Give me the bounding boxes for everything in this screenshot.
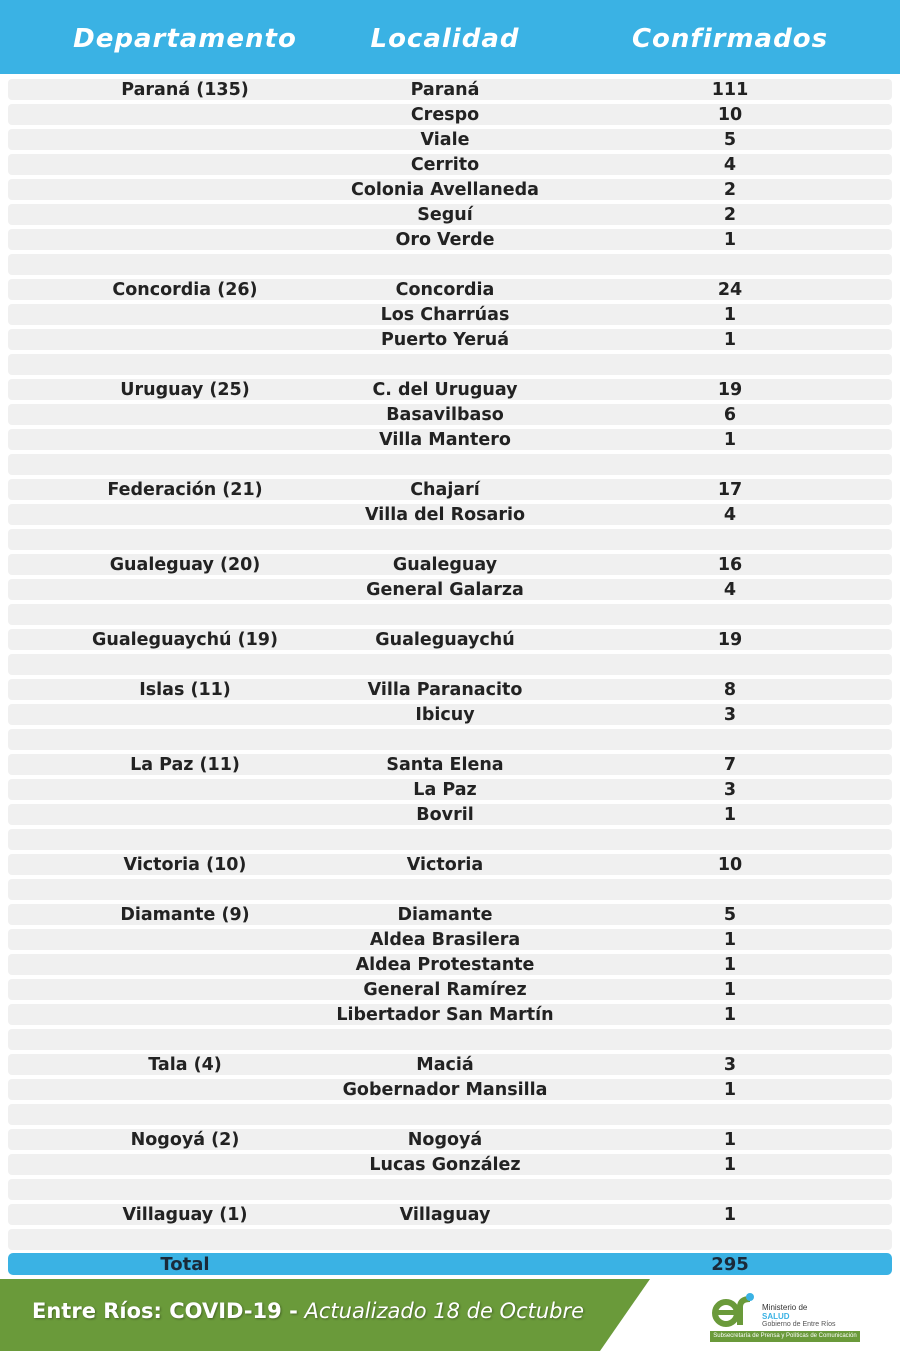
localidad-cell: [305, 1179, 585, 1200]
confirmados-cell: 24: [717, 280, 743, 300]
departamento-cell: [40, 579, 330, 600]
departamento-cell: [40, 729, 330, 750]
localidad-cell: Chajarí: [410, 480, 480, 500]
table-row: [8, 1154, 892, 1175]
localidad-cell: Maciá: [416, 1055, 474, 1075]
confirmados-cell: [600, 454, 860, 475]
table-row: [8, 604, 892, 625]
logo-line-1: Ministerio de: [762, 1303, 808, 1312]
confirmados-cell: 6: [723, 405, 737, 425]
departamento-cell: Federación (21): [107, 480, 263, 500]
localidad-cell: Puerto Yeruá: [380, 330, 510, 350]
table-row: [8, 1029, 892, 1050]
departamento-cell: La Paz (11): [130, 755, 240, 775]
table-row: [8, 154, 892, 175]
total-label: Total: [160, 1254, 210, 1275]
table-row: [8, 1229, 892, 1250]
localidad-cell: Los Charrúas: [380, 305, 510, 325]
er-logo-icon: [710, 1289, 758, 1329]
departamento-cell: [40, 1029, 330, 1050]
localidad-cell: [305, 454, 585, 475]
departamento-cell: [40, 1154, 330, 1175]
localidad-cell: Seguí: [417, 205, 473, 225]
departamento-cell: Nogoyá (2): [130, 1130, 240, 1150]
localidad-cell: Gobernador Mansilla: [342, 1080, 548, 1100]
departamento-cell: [40, 829, 330, 850]
table-row: [8, 629, 892, 650]
table-row: [8, 729, 892, 750]
table-row: [8, 1179, 892, 1200]
localidad-cell: [305, 1029, 585, 1050]
localidad-cell: Santa Elena: [386, 755, 504, 775]
localidad-cell: Bovril: [416, 805, 474, 825]
table-row: [8, 1054, 892, 1075]
confirmados-cell: 3: [723, 780, 737, 800]
header-localidad: Localidad: [370, 24, 520, 54]
confirmados-cell: 1: [723, 955, 737, 975]
table-row: [8, 854, 892, 875]
localidad-cell: Cerrito: [410, 155, 480, 175]
table-row: [8, 954, 892, 975]
departamento-cell: [40, 929, 330, 950]
departamento-cell: [40, 979, 330, 1000]
table-row: [8, 454, 892, 475]
confirmados-cell: 19: [717, 630, 743, 650]
confirmados-cell: 111: [711, 80, 749, 100]
table-row: [8, 554, 892, 575]
localidad-cell: Ibicuy: [415, 705, 475, 725]
confirmados-cell: 5: [723, 905, 737, 925]
departamento-cell: [40, 129, 330, 150]
table-row: [8, 804, 892, 825]
confirmados-cell: 4: [723, 505, 737, 525]
departamento-cell: [40, 704, 330, 725]
departamento-cell: [40, 179, 330, 200]
departamento-cell: Victoria (10): [123, 855, 247, 875]
confirmados-cell: 2: [723, 180, 737, 200]
localidad-cell: Villa del Rosario: [365, 505, 525, 525]
table-row: [8, 479, 892, 500]
localidad-cell: Viale: [420, 130, 470, 150]
localidad-cell: [305, 604, 585, 625]
localidad-cell: [305, 829, 585, 850]
footer-title: Entre Ríos: COVID-19 -: [32, 1299, 298, 1323]
table-row: [8, 1079, 892, 1100]
localidad-cell: Oro Verde: [395, 230, 495, 250]
confirmados-cell: 2: [723, 205, 737, 225]
table-row: [8, 654, 892, 675]
localidad-cell: Villaguay: [399, 1205, 491, 1225]
departamento-cell: [40, 254, 330, 275]
table-row: [8, 529, 892, 550]
departamento-cell: [40, 104, 330, 125]
localidad-cell: Paraná: [410, 80, 480, 100]
departamento-cell: [40, 1229, 330, 1250]
departamento-cell: [40, 804, 330, 825]
departamento-cell: [40, 404, 330, 425]
departamento-cell: Islas (11): [139, 680, 231, 700]
confirmados-cell: 1: [723, 1205, 737, 1225]
departamento-cell: [40, 1079, 330, 1100]
table-row: [8, 1004, 892, 1025]
confirmados-cell: 16: [717, 555, 743, 575]
logo-line-3: Gobierno de Entre Ríos: [762, 1321, 836, 1328]
confirmados-cell: 1: [723, 1080, 737, 1100]
confirmados-cell: [600, 1229, 860, 1250]
localidad-cell: La Paz: [413, 780, 477, 800]
localidad-cell: [305, 354, 585, 375]
departamento-cell: Villaguay (1): [122, 1205, 248, 1225]
confirmados-cell: 10: [717, 105, 743, 125]
departamento-cell: [40, 304, 330, 325]
confirmados-cell: [600, 654, 860, 675]
table-row: [8, 329, 892, 350]
total-row: [8, 1253, 892, 1275]
table-row: [8, 579, 892, 600]
confirmados-cell: [600, 1179, 860, 1200]
confirmados-cell: [600, 529, 860, 550]
confirmados-cell: 10: [717, 855, 743, 875]
localidad-cell: [305, 1229, 585, 1250]
departamento-cell: [40, 954, 330, 975]
departamento-cell: [40, 354, 330, 375]
confirmados-cell: [600, 354, 860, 375]
localidad-cell: C. del Uruguay: [372, 380, 518, 400]
confirmados-cell: 1: [723, 1005, 737, 1025]
table-row: [8, 829, 892, 850]
table-row: [8, 779, 892, 800]
confirmados-cell: 4: [723, 580, 737, 600]
departamento-cell: Diamante (9): [120, 905, 250, 925]
departamento-cell: Gualeguay (20): [109, 555, 261, 575]
logo-subline: Subsecretaría de Prensa y Políticas de Comunicación: [710, 1331, 860, 1342]
table-row: [8, 179, 892, 200]
confirmados-cell: 3: [723, 1055, 737, 1075]
departamento-cell: [40, 654, 330, 675]
confirmados-cell: 4: [723, 155, 737, 175]
table-row: [8, 79, 892, 100]
localidad-cell: [305, 879, 585, 900]
confirmados-cell: 1: [723, 330, 737, 350]
departamento-cell: [40, 429, 330, 450]
table-row: [8, 204, 892, 225]
localidad-cell: General Ramírez: [363, 980, 527, 1000]
departamento-cell: [40, 504, 330, 525]
departamento-cell: [40, 454, 330, 475]
table-row: [8, 129, 892, 150]
departamento-cell: Paraná (135): [121, 80, 249, 100]
table-row: [8, 704, 892, 725]
localidad-cell: Concordia: [395, 280, 495, 300]
table-row: [8, 1204, 892, 1225]
confirmados-cell: 8: [723, 680, 737, 700]
table-row: [8, 104, 892, 125]
table-row: [8, 279, 892, 300]
confirmados-cell: 1: [723, 805, 737, 825]
ministry-logo: [706, 1285, 866, 1347]
table-row: [8, 754, 892, 775]
departamento-cell: [40, 229, 330, 250]
localidad-cell: [305, 529, 585, 550]
departamento-cell: [40, 1004, 330, 1025]
departamento-cell: [40, 529, 330, 550]
confirmados-cell: [600, 1029, 860, 1050]
confirmados-cell: 1: [723, 1130, 737, 1150]
localidad-cell: Gualeguaychú: [375, 630, 515, 650]
table-row: [8, 404, 892, 425]
departamento-cell: [40, 779, 330, 800]
localidad-cell: [305, 729, 585, 750]
table-row: [8, 679, 892, 700]
confirmados-cell: 7: [723, 755, 737, 775]
table-body: [8, 79, 892, 1254]
localidad-cell: [305, 254, 585, 275]
confirmados-cell: 1: [723, 1155, 737, 1175]
confirmados-cell: [600, 879, 860, 900]
table-row: [8, 979, 892, 1000]
departamento-cell: [40, 329, 330, 350]
localidad-cell: Nogoyá: [407, 1130, 483, 1150]
table-row: [8, 254, 892, 275]
localidad-cell: Gualeguay: [392, 555, 498, 575]
table-row: [8, 354, 892, 375]
localidad-cell: [305, 1104, 585, 1125]
departamento-cell: Gualeguaychú (19): [92, 630, 278, 650]
header-confirmados: Confirmados: [631, 24, 829, 54]
localidad-cell: Villa Mantero: [379, 430, 511, 450]
localidad-cell: Diamante: [397, 905, 493, 925]
confirmados-cell: 1: [723, 980, 737, 1000]
confirmados-cell: 1: [723, 930, 737, 950]
table-row: [8, 304, 892, 325]
header-departamento: Departamento: [73, 24, 297, 54]
table-row: [8, 379, 892, 400]
localidad-cell: [305, 654, 585, 675]
departamento-cell: [40, 204, 330, 225]
departamento-cell: [40, 154, 330, 175]
confirmados-cell: 1: [723, 230, 737, 250]
footer: [0, 1279, 900, 1351]
confirmados-cell: 3: [723, 705, 737, 725]
departamento-cell: [40, 1104, 330, 1125]
footer-caption: [32, 1299, 584, 1323]
table-row: [8, 904, 892, 925]
departamento-cell: [40, 604, 330, 625]
confirmados-cell: [600, 829, 860, 850]
confirmados-cell: 1: [723, 305, 737, 325]
confirmados-cell: [600, 604, 860, 625]
confirmados-cell: 17: [717, 480, 743, 500]
confirmados-cell: 1: [723, 430, 737, 450]
confirmados-cell: [600, 1104, 860, 1125]
localidad-cell: Villa Paranacito: [367, 680, 523, 700]
localidad-cell: Aldea Protestante: [355, 955, 535, 975]
confirmados-cell: 19: [717, 380, 743, 400]
localidad-cell: General Galarza: [366, 580, 524, 600]
table-row: [8, 1104, 892, 1125]
table-row: [8, 929, 892, 950]
total-value: 295: [711, 1254, 749, 1275]
confirmados-cell: [600, 729, 860, 750]
localidad-cell: Basavilbaso: [386, 405, 504, 425]
departamento-cell: Concordia (26): [112, 280, 258, 300]
footer-updated: Actualizado 18 de Octubre: [297, 1299, 585, 1323]
departamento-cell: [40, 1179, 330, 1200]
localidad-cell: Libertador San Martín: [336, 1005, 554, 1025]
localidad-cell: Colonia Avellaneda: [351, 180, 539, 200]
departamento-cell: Uruguay (25): [120, 380, 250, 400]
departamento-cell: Tala (4): [148, 1055, 222, 1075]
table-row: [8, 504, 892, 525]
localidad-cell: Aldea Brasilera: [369, 930, 521, 950]
departamento-cell: [40, 879, 330, 900]
logo-line-2: SALUD: [762, 1312, 790, 1321]
confirmados-cell: 5: [723, 130, 737, 150]
localidad-cell: Crespo: [410, 105, 480, 125]
localidad-cell: Lucas González: [369, 1155, 521, 1175]
table-row: [8, 229, 892, 250]
table-row: [8, 1129, 892, 1150]
table-header: [0, 0, 900, 74]
confirmados-cell: [600, 254, 860, 275]
table-row: [8, 879, 892, 900]
localidad-cell: Victoria: [406, 855, 484, 875]
table-row: [8, 429, 892, 450]
